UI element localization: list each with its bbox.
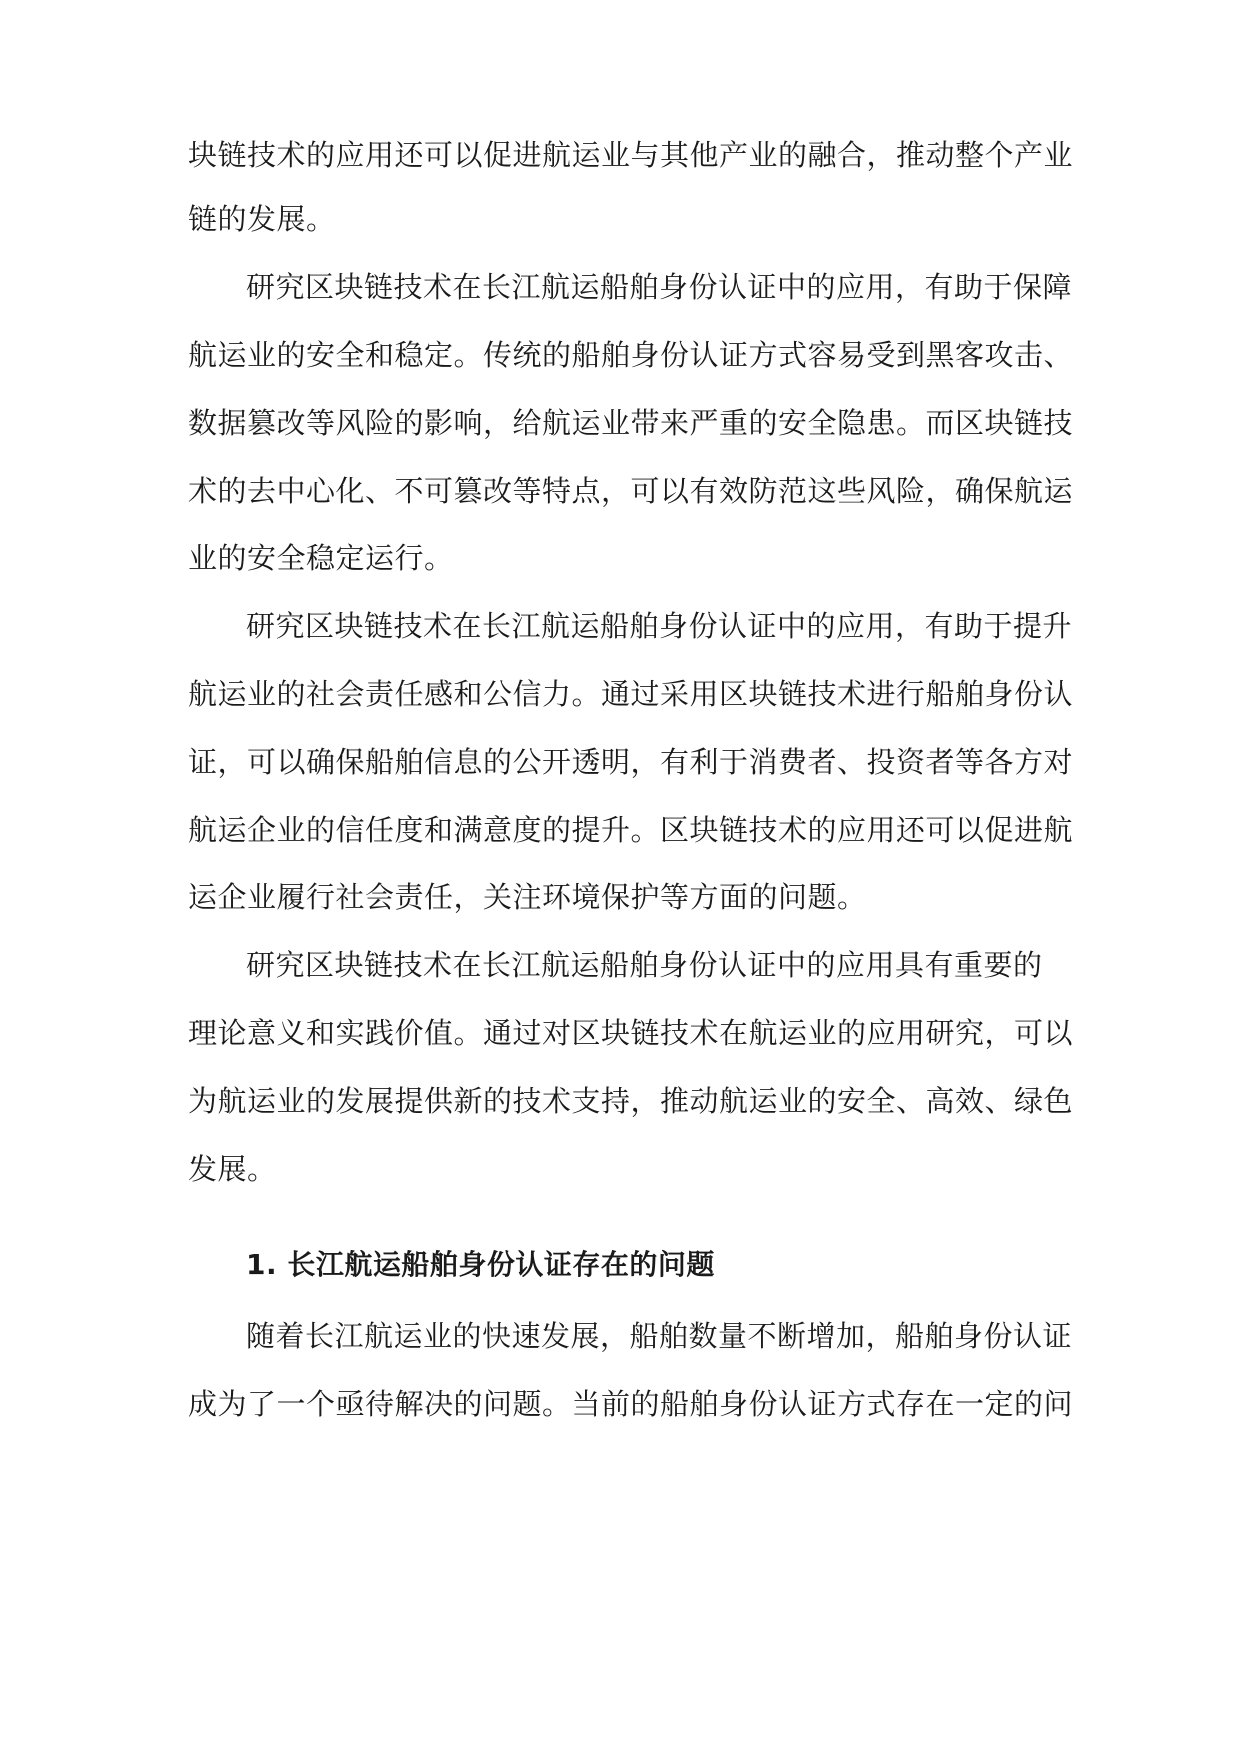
paragraph-line: 数据篡改等风险的影响，给航运业带来严重的安全隐患。而区块链技 <box>188 406 1074 440</box>
paragraph-line: 运企业履行社会责任，关注环境保护等方面的问题。 <box>188 880 867 914</box>
paragraph-line: 发展。 <box>188 1152 277 1186</box>
paragraph-line: 理论意义和实践价值。通过对区块链技术在航运业的应用研究，可以 <box>188 1016 1074 1050</box>
paragraph-line: 随着长江航运业的快速发展，船舶数量不断增加，船舶身份认证 <box>246 1319 1073 1353</box>
paragraph-line: 研究区块链技术在长江航运船舶身份认证中的应用，有助于提升 <box>246 609 1073 643</box>
paragraph-line: 为航运业的发展提供新的技术支持，推动航运业的安全、高效、绿色 <box>188 1084 1074 1118</box>
paragraph-line: 航运业的安全和稳定。传统的船舶身份认证方式容易受到黑客攻击、 <box>188 338 1074 372</box>
paragraph-line: 研究区块链技术在长江航运船舶身份认证中的应用，有助于保障 <box>246 270 1073 304</box>
paragraph-line: 航运企业的信任度和满意度的提升。区块链技术的应用还可以促进航 <box>188 813 1074 847</box>
paragraph-line: 研究区块链技术在长江航运船舶身份认证中的应用具有重要的 <box>246 948 1043 982</box>
paragraph-line: 块链技术的应用还可以促进航运业与其他产业的融合，推动整个产业 <box>188 138 1074 172</box>
paragraph-line: 航运业的社会责任感和公信力。通过采用区块链技术进行船舶身份认 <box>188 677 1074 711</box>
paragraph-line: 成为了一个亟待解决的问题。当前的船舶身份认证方式存在一定的问 <box>188 1387 1074 1421</box>
section-heading: 1. 长江航运船舶身份认证存在的问题 <box>246 1248 715 1281</box>
paragraph-line: 术的去中心化、不可篡改等特点，可以有效防范这些风险，确保航运 <box>188 474 1074 508</box>
paragraph-line: 业的安全稳定运行。 <box>188 541 454 575</box>
paragraph-line: 证，可以确保船舶信息的公开透明，有利于消费者、投资者等各方对 <box>188 745 1074 779</box>
paragraph-line: 链的发展。 <box>188 202 336 236</box>
